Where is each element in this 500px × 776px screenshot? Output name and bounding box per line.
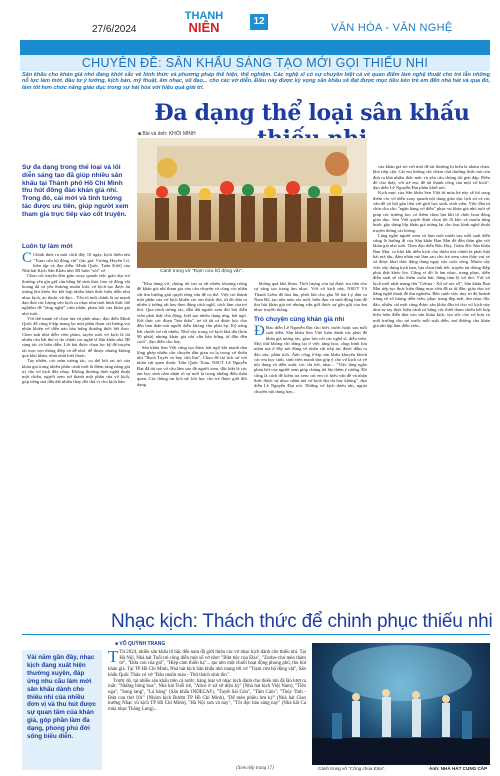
article2-photo <box>312 643 490 765</box>
article1-column-1 <box>22 240 130 385</box>
article1-column-4 <box>373 164 490 328</box>
article1-paragraph: Lắng nghe người xem và làm mới mình sau mỗi suất diễn cũng là hướng đi của Sân khấu Ban Mai để đến thân gần với khán giả nhỏ tuổi. Theo đạo diễn Bảo Duy, Giám đốc Sân khấu Ban Mai, ca khó khi diễn kịch cho thiếu nhi chính là phải thật hài mà tậu, đảm nhân mà làm sao cho trẻ xem cảm thấy vui vẻ và được khai thác đúng dung ngay vào cuộc sống. Muốn vậy việc xây dựng kịch bản, lựa chọn tình tiết, truyền tải thông điệp phải thật khéo léo. Cũng vì đó là âm nhạc, trang phục, diễn điễn xuất sẽ cho thêm cuốn hút, đúng tâm lý trẻ thơ. Với vở kịch mới nhất mang tên "Cebna - Xứ sở rực rỡ", Sân khấu Ban Mai tiếp tục thực hiện đúng mục tiêu đã ra từ đầu: giáo dục trẻ bằng nghệ thuật để thu nghiệm. Bên cạnh việc duy trì đó hoành tráng về số lượng diễn viên, phục trang đẹp mắt, âm nhạc độc đáo, nhiều cải mới cùng được sân khấu đầu tư cho vở kịch này như sự tay thực hiện cảnh trí bằng các thiết tham chiếu kết hợp hiệu hiệu điễn đưa vào sân khấu kịch, tạo sức cho vở hơn và mới trường cho trẻ trước mỗi suất diễn, mở đường cho khán giả nhí tập làm diễn viên... <box>373 232 490 328</box>
article2-paragraph: T Từ 2024, nhiều sân khấu tổ bắc đến nam đã giới thiệu các vở nhạc kịch dành cho thiếu nhi. Tại Hà Nội, Nhà hát Tuổi trẻ công diễn một số vở như: "Bữa tiệc của Elsa", "Zorba–chú mèo thâm tơ", "Đứa con của gió", "Hiệp cảm thiên hạ"... tạo nên một chuỗi hoạt động phong phú, thu hút khán giả. Tại TP Hồ Chí Minh, Nhà hát kịch Sân khấu nhỏ mang tới vở "Trạm cứu hộ động vật", Sân khấu Quốc Thảo có vở "Đảo muôn màu - Thử thách sinh tồn". <box>108 647 306 678</box>
article1-paragraph: của khán giả trẻ với một để tài thường bị hiểu là nhàm chán, khó tiếp cận. Cái em không chỉ chăm chú thưởng thức mà còn đưa ra khá nhiều thắc mắc và yêu cầu chúng tôi giải đáp. Điều đó cho thấy, với trẻ em, để tài thành công của một vở kịch", đạo diễn Lê Nguyễn Đạt phân khởi nói. <box>373 164 490 191</box>
article1-lead: Sự đa dạng trong thể loại và lối diễn sáng tạo đã giúp nhiều sân khấu tại Thành phố Hồ Chí Minh thu hút đông đảo khán giả nhí. Trong đó, cải mới và tinh tướng tác được ưu tiên, giúp người xem tham gia trực tiếp vào cốt truyện. <box>22 164 129 218</box>
article1-byline: ■ Bài và ảnh: KHỞI MINH <box>138 131 196 137</box>
svg-text:NIÊN: NIÊN <box>188 20 220 35</box>
divider <box>22 634 490 635</box>
article2-paragraph: Trước đó, tại nhiều sân khấu trên cả nước, hàng loạt vở nhạc kịch dành cho thiếu nhi đã lần lượt ra mắt: "Những bông hoa", Nhà hát Tuổi trẻ, "Alice ở xứ sở diệu kỳ" (Nhà hát kịch Việt Nam), "Tiên nga", "Song lang", "Lá bàng" (Sân khấu INDECAF), "Tuyết Sài Gòn", "Tấm Cám", "Thúy Tinh - Đứa con thứ 101" (Nhóm kịch Bướm TP Hồ Chí Minh), "Dế mèn phiêu lưu ký" (Nhà hát Giao hưởng Nhạc vũ kịch TP Hồ Chí Minh), "Hà Nội xưa và nay", "Tôi đọc báo sáng nay" (Nhà hát Ca múa nhạc Thăng Long)... <box>108 678 306 713</box>
section-title: VĂN HÓA - VĂN NGHỆ <box>331 22 453 34</box>
article1-subhead-2: Trò chuyện cùng khán giả nhí <box>254 315 345 323</box>
issue-date: 27/6/2024 <box>92 24 137 35</box>
article1-column-3 <box>254 281 367 394</box>
article2-byline: ■ VÕ QUỲNH TRANG <box>115 641 166 647</box>
article2-pullquote: Vài năm gần đây, nhạc kịch đang xuất hiện thường xuyên, đáp ứng nhu cầu làm mới sân khấu dành cho thiếu nhi của nhiều đơn vị và thu hút được sự quan tâm của khán giả, góp phần làm đa dạng, phong phú đời sống biểu diễn. <box>22 650 102 770</box>
article1-headline: Đa dạng thể loại sân khấu <box>154 100 470 126</box>
article1-photo-caption: Cảnh trong vở "Rạm cứu hộ động vật". <box>160 269 243 274</box>
continued-note: (Xem tiếp trang 17) <box>236 766 274 771</box>
topic-banner: CHUYÊN ĐỀ: SÂN KHẤU SÁNG TẠO MỚI GỌI THIẾU NHI <box>20 54 490 71</box>
header-rule <box>20 40 490 54</box>
topic-intro: Sân khấu cho khán giả nhỏ đang khởi sắc về hình thức và phương pháp thể hiện, thể nghiệm. Các nghệ sĩ có sự chuyên biệt cả về quan điểm làm nghệ thuật cho trẻ lẫn những nỗ lực làm mới, đầu tư ý tưởng, kịch bản, mỹ thuật, âm nhạc, vũ đạo... cho các vở diễn. Điều này được kỳ vọng sân khấu sẽ đạt được mục tiêu kéo trẻ em đến nhà hát và qua đó, làm tốt hơn chức năng giáo dục trong sự hài hòa với hiệu quả giải trí. <box>22 72 490 91</box>
article1-photo <box>137 138 367 268</box>
article2-body <box>108 647 306 713</box>
article1-paragraph: Với thế mạnh về chọn lựa và phối nhạc, đạo diễn Minh Quốc đã cùng ê-kíp mang lại một phần đoạn cải lương vui nhộn khiến vở diễn nào hào hứng thưởng thức hết theo. Chen ảnh như diễn viên phim, tuyên suốt vở kịch là tất nhiều câu hát thú vị do chính các nghệ sĩ Sân khấu nhỏ 5B sáng tác và biểu diễn. Lời bài được chọn lọc kỹ để truyền tải trọn vẹn thông điệp và dễ nhớ, dễ thuộc nhưng không quá khó khăn, nhất nhất biết thuộc. <box>22 315 130 358</box>
article2-photo-credit: Ảnh: NHÀ HÁT CUNG CẤP <box>429 766 488 771</box>
article1-subhead-1: Luôn tự làm mới <box>22 243 73 250</box>
newspaper-logo <box>158 6 250 36</box>
article1-paragraph: C Chính thức ra mắt cách đây 10 ngày, kịch thiếu nhi "Trạm cứu hộ động vật" (tác giả: Vương Huyền Cơ, biên tập và đạo diễn: Minh Quốc, Tuấn Kiệt) của Nhà hát Kịch Sân Khấu nhỏ 5B luôn "sốt" vé. <box>22 250 130 274</box>
article1-paragraph: Sân khấu Sen Việt cũng tạo được bất ngờ khi mạnh dạn lồng ghép nhiều câu chuyện dân gian xa lạ trong vở thiếu nhi "Bạch Tuyết và bảy chú lùn". Chọn để tài lịch sử với nhân vật quen thuộc Trần Quốc Toản, NSUT Lê Nguyễn Đạt đã tài tạo vở câu lâm sao để người xem, đặc biệt là các em học sinh cảm nhận rõ sự mới lạ trong những điều thân quen. Các thông tin lịch sử, bối học cho trẻ được giới đời dạng. <box>137 344 247 387</box>
article1-paragraph: không quá khô khan. Thời lượng còn lại được tru tiên cho sự sáng tạo trong âm nhạc. Với vở kịch này, NSUT Vô Thanh Liêm đã hòa âm, phối khí cho gần 50 bài Lý dân ca Nam Bộ, tạo nên màu sắc mới, biên đạo và sinh động hơn để thu hút khán giả trẻ nhưng vẫn giữ được sự gần gũi của âm nhạc truyền thống. <box>254 281 367 313</box>
article2-photo-caption: Cảnh trong vở "Công chúa Elsa". <box>318 766 386 771</box>
article1-paragraph: Chen cốt truyện đơn giản xoay quanh việc giáo dục trẻ thương yêu gìn giữ cẩn bằng hệ sinh thái, bảo vệ động vật hoang dã và yêu thương muôn loài, vở kịch tạo được ấn tượng khi khéo léo kết hợp nhiều hình thức biểu diễn như nhạc kịch, ảo thuật, vũ đạo... Yếu tố mới chính là sự mạnh dạn đưa các lượng vào kịch ca nhạc như một hình thức thể nghiệm để "tăng nghệ" cảm nhận, phản hồi của khán giả nhỏ tuổi. <box>22 273 130 316</box>
article1-paragraph: "Khu dung vở, chúng tôi tao ra rất nhiều khoảng trống để khán giả nhí tham gia vào câu chuyện và cùng các nhân vật tìm hướng giải quyết từng vấn đề cụ thể. Việc trò thành một phần của vở kịch khiến các em thích thú, từ đó đưa ra nhiều ý tưởng rất hay theo đúng cách nghĩ, cách làm của trẻ thơ. Qua trình tương tác, dẫn dắt người xem đòi hỏi diễn viên phải thật chủ động, biết tạo nhiều dụng ứng, bất ngờ. Kết thúc các đoạn "hóa thân", trẻ từ tất cả được hóc cho đến bản thân mà người diễn không cần phải ép. Kỹ năng bắt chước trẻ rất nhiều. Nhờ vậy trong vở kịch khá dài (hơn 90 phút) nhưng khán giả nhí vẫn hào hứng từ đầu đến cuối", đạo diễn cho hay. <box>137 281 247 345</box>
article2-headline: Nhạc kịch: Thách thức để chinh phục thiếu nhi <box>111 611 493 632</box>
article1-paragraph: Tuy nhiên, các màn tương tác, cụ thể bối rai trò của khán giả trong nhiều phân cảnh mới là điểm sáng nâng giá trị cho vở kịch đầy nhạy. Không thương thức nghệ thuật một chiều, người xem trở thành một phần của vở kịch, góp tiếng nói dẫn dắt nhiều thay đổi thú vị cho kịch bản. <box>22 358 130 385</box>
article1-paragraph: Kịch mục của Sân khấu Sen Việt từ mùa hè này sẽ bổ sung thêm các vở diễn xoay quanh nội dung giáo dục lịch sử và các vấn đề xã hội gần liền với giới học sinh, sinh viên. Việc đầu tư chín chu cho "ngân hàng vở diễn" phục vụ khán giả nhỏ tuổi sẽ giúp các trường học có thêm chọn lựa khi tổ chức hoạt động giáo dục. Sen Việt quyết định chọn lối đi khó và muốn từng bước gây dựng lớp khán giả tương lai cho loại hình nghệ thuật truyền thống cải lương. <box>373 190 490 233</box>
article1-column-2 <box>137 281 247 387</box>
svg-text:THANH: THANH <box>184 10 224 22</box>
page-number: 12 <box>250 14 268 30</box>
article1-paragraph: Đ Đạo diễn Lê Nguyễn Đạt cho biết, trước hoặc sau mỗi suất diễn, Sân khấu Sen Việt luôn dành vài phút để khán giả tương tác, giao lưu với các nghệ sĩ, diễn viên. Mọi thứ không chỉ dừng lại ở việc tặng hoa, chụp hình lưu niệm mà ở đây nói đúng về nhân vật tiếp tục được dẫm ra đáo sâu, phân tích. Ảnh công ê-kíp sân khấu khuyến khích các em học sinh, sinh viên mạnh dạn góp ý cho vở kịch cả về nội dung và diễn xuất, các chi tiết, nhạc... "Việc lặng nghe phản hồi của người xem giúp chúng tôi lấy thêm ý tưởng. Đó cũng là cách để kiểm tra xem các em có hiểu vấn đề và nhận thức được sự nhọc nhằn mà vở kịch đạt tải hay không", đạo diễn Lê Nguyễn Đạt nói. Những vở kịch thiếu nhi, ngoài chuyện nội dung hay... <box>254 323 367 394</box>
